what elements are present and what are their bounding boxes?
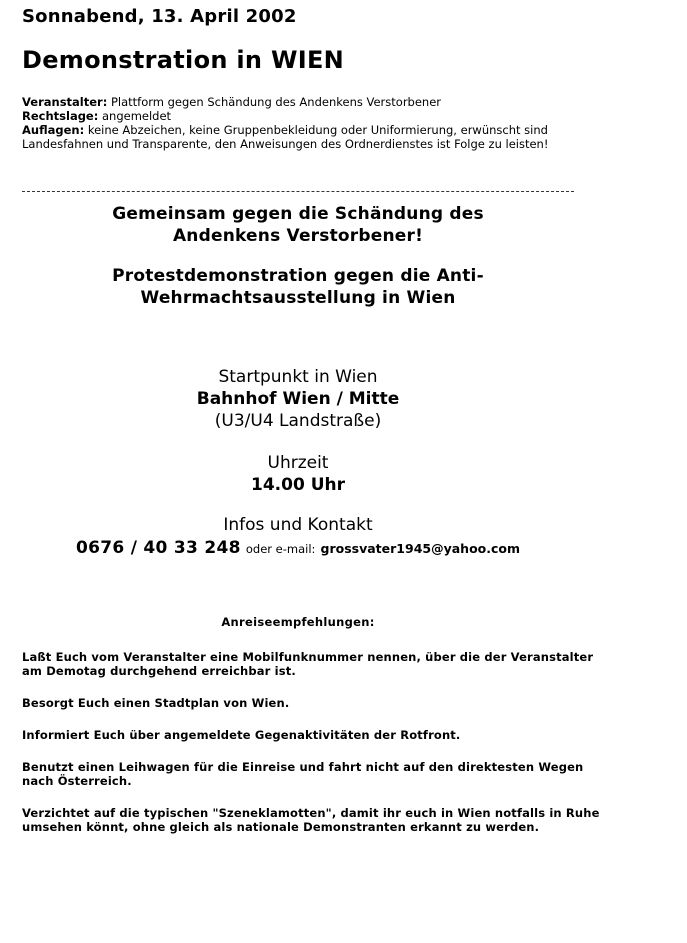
contact-block [22,514,574,536]
contact-label: Infos und Kontakt [223,515,373,535]
headline-1-line-a: Gemeinsam gegen die Schändung des [112,204,484,224]
page-date: Sonnabend, 13. April 2002 [22,6,297,27]
headline-1 [22,203,574,247]
recommendation-item: Benutzt einen Leihwagen für die Einreise und fahrt nicht auf den direktesten Wegen nach Österreich. [22,760,584,788]
section-divider [22,191,574,192]
recommendations-list [22,650,602,852]
time-block [22,452,574,496]
contact-phone: 0676 / 40 33 248 [75,538,241,558]
organizer-value: Plattform gegen Schändung des Andenkens Verstorbener [110,95,442,109]
recommendation-item: Laßt Euch vom Veranstalter eine Mobilfunknummer nennen, über die der Veranstalter am Demotag durchgehend erreichbar ist. [22,650,594,678]
recommendations-title: Anreiseempfehlungen: [221,615,375,629]
headline-2-line-b: Wehrmachtsausstellung in Wien [140,288,456,308]
page-title: Demonstration in WIEN [22,46,345,74]
legal-value: angemeldet [102,109,172,123]
contact-email: grossvater1945@yahoo.com [320,541,521,556]
conditions-line [22,123,582,151]
time-value: 14.00 Uhr [251,475,345,495]
start-label: Startpunkt in Wien [218,367,378,387]
recommendation-item: Besorgt Euch einen Stadtplan von Wien. [22,696,290,710]
start-transit: (U3/U4 Landstraße) [214,411,382,431]
legal-line [22,109,582,123]
organizer-line [22,95,582,109]
contact-details [22,538,574,558]
recommendation-item: Verzichtet auf die typischen "Szeneklamotten", damit ihr euch in Wien notfalls in Ruhe umsehen könnt, ohne gleich als nationale Demonstranten erkannt zu werden. [22,806,600,834]
headline-2-line-a: Protestdemonstration gegen die Anti- [112,266,484,286]
start-place: Bahnhof Wien / Mitte [196,389,400,409]
contact-or-mail: oder e-mail: [245,542,316,556]
headline-2 [22,265,574,309]
time-label: Uhrzeit [267,453,329,473]
conditions-value: keine Abzeichen, keine Gruppenbekleidung oder Uniformierung, erwünscht sind Landesfahnen und Transparente, den Anweisungen des Ordnerdienstes ist Folge zu leisten! [22,123,549,151]
start-block [22,366,574,432]
event-meta [22,95,582,151]
legal-label: Rechtslage: [22,109,99,123]
organizer-label: Veranstalter: [22,95,108,109]
recommendation-item: Informiert Euch über angemeldete Gegenaktivitäten der Rotfront. [22,728,461,742]
conditions-label: Auflagen: [22,123,85,137]
headline-1-line-b: Andenkens Verstorbener! [172,226,424,246]
